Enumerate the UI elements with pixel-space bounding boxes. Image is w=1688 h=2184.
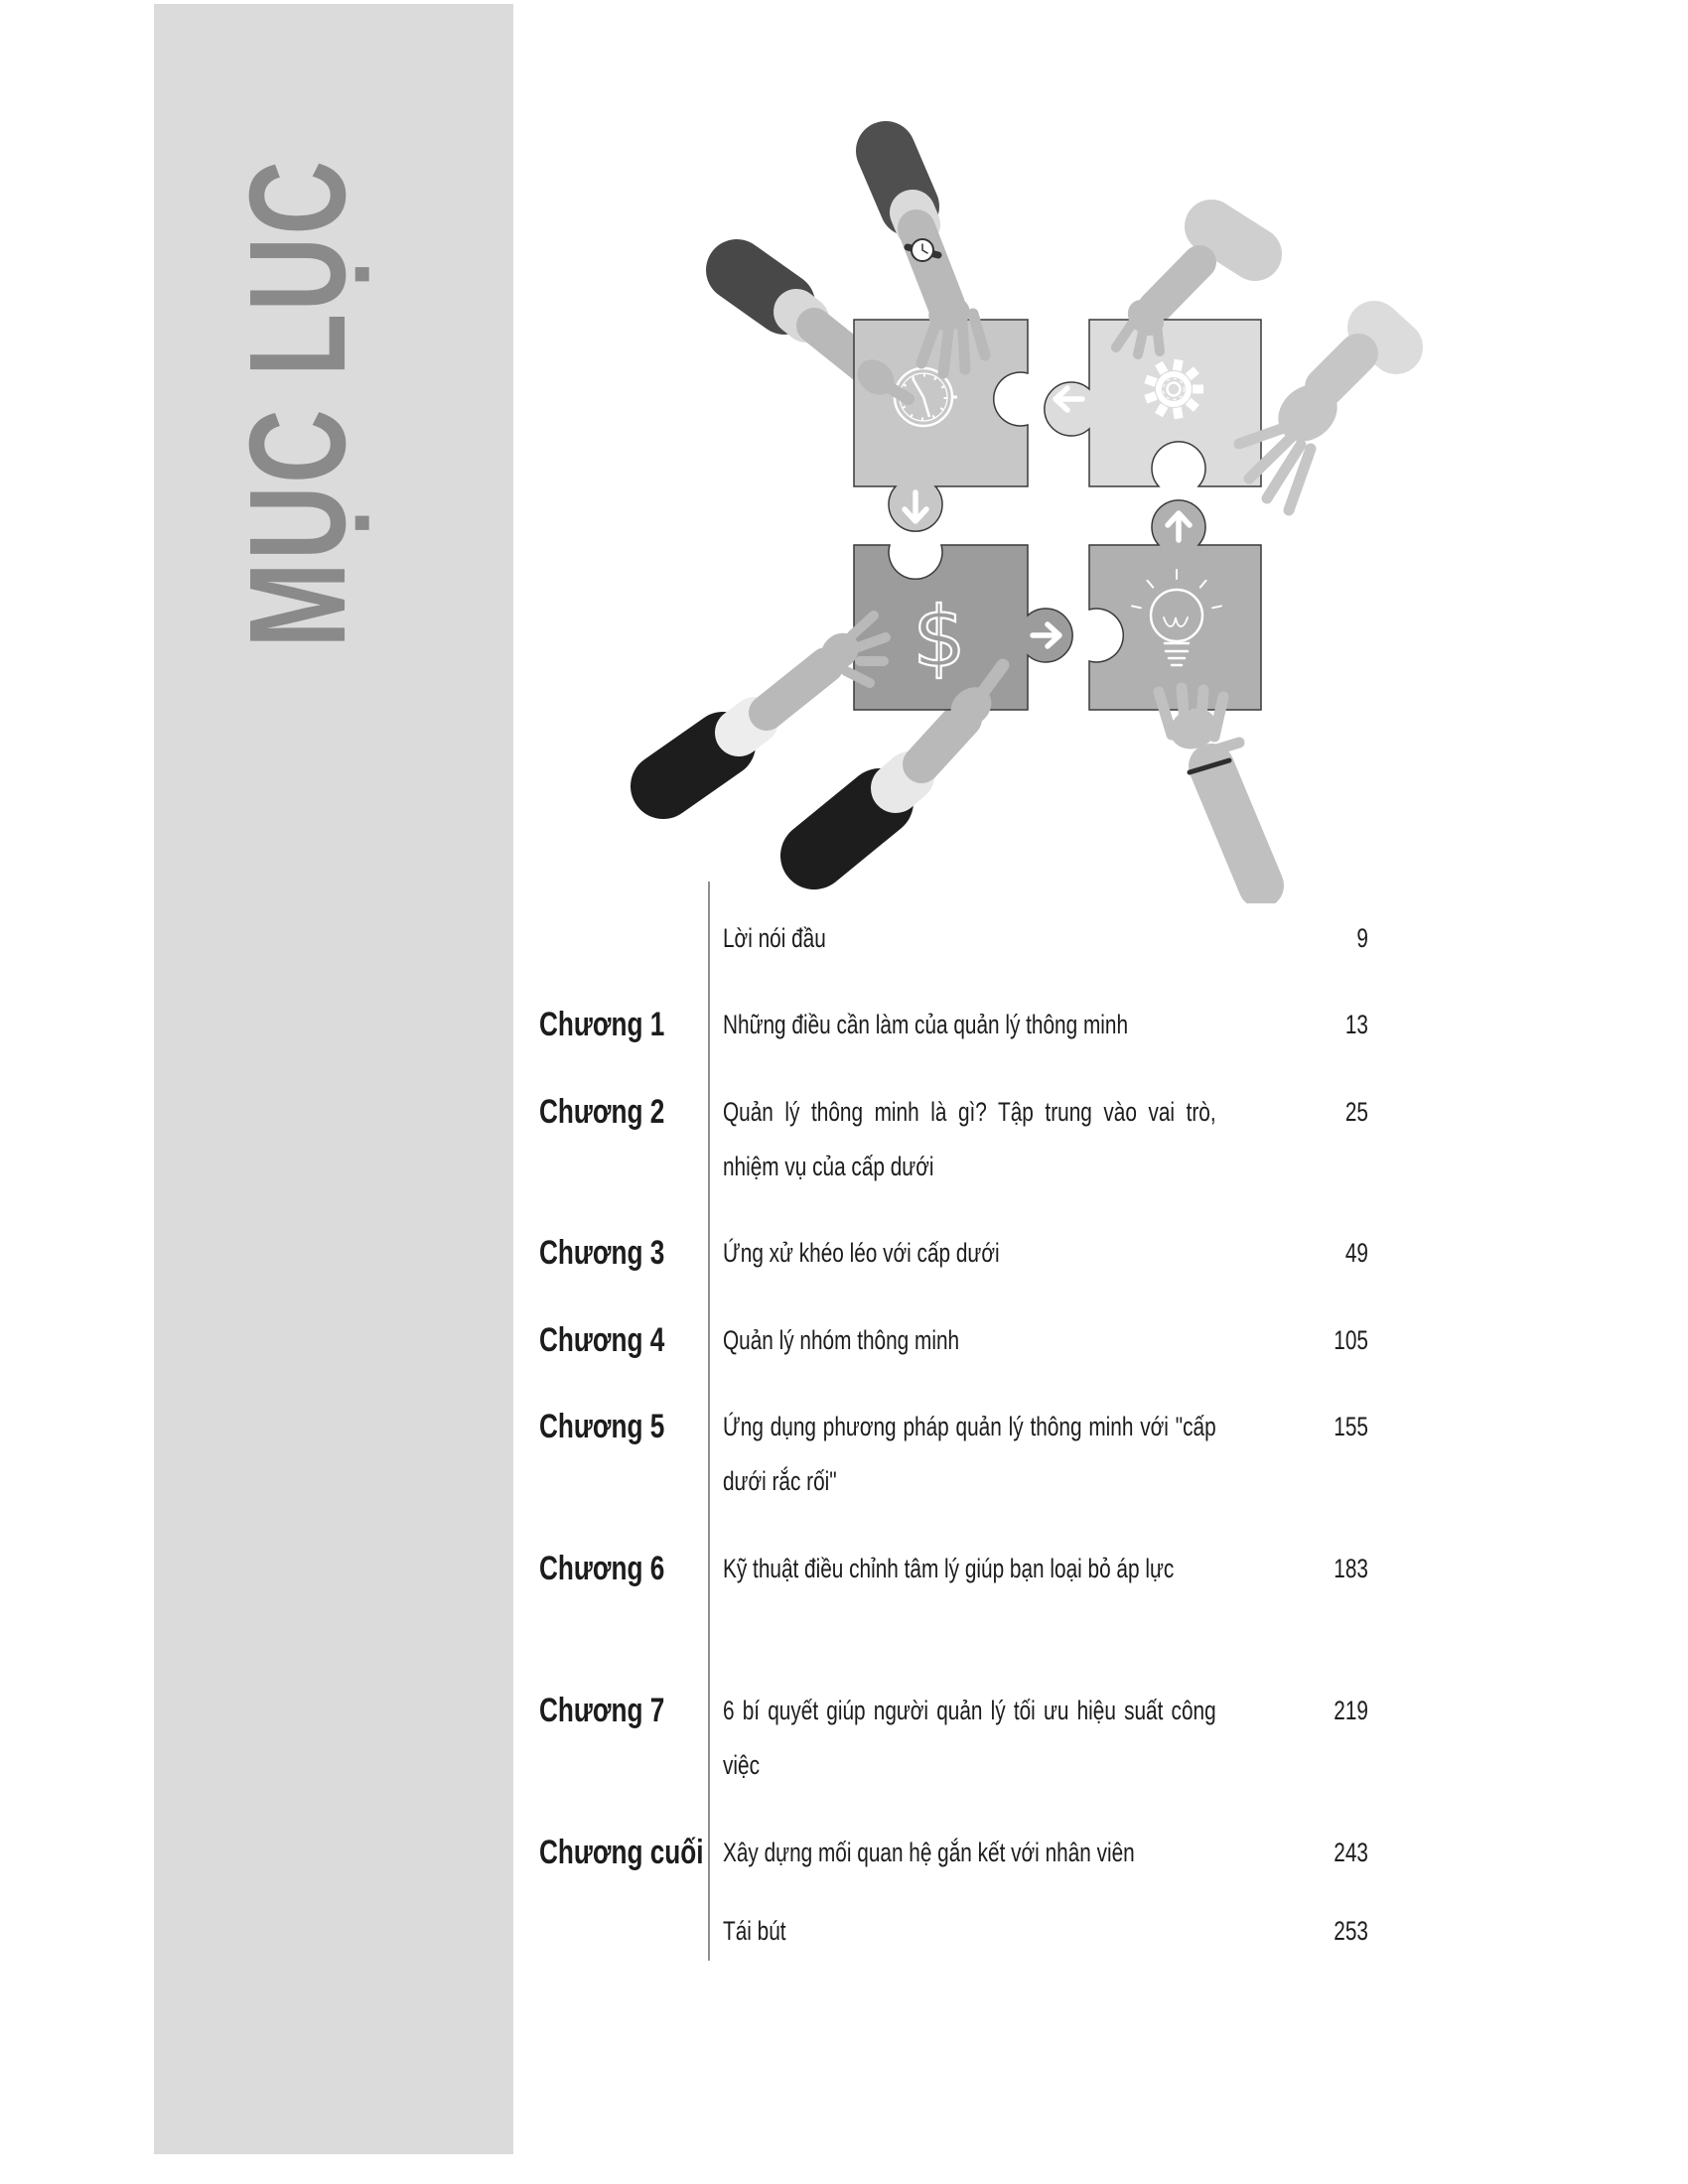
chapter-title: Quản lý nhóm thông minh bbox=[723, 1325, 960, 1355]
chapter-title: Kỹ thuật điều chỉnh tâm lý giúp bạn loại bỏ áp lực bbox=[723, 1554, 1175, 1583]
page-number: 219 bbox=[1334, 1696, 1368, 1725]
page-title: MỤC LỤC bbox=[221, 158, 374, 648]
chapter-title: Lời nói đầu bbox=[723, 923, 826, 953]
chapter-title: Tái bút bbox=[723, 1916, 786, 1946]
dollar-icon: $ bbox=[913, 589, 966, 686]
page-number: 243 bbox=[1334, 1838, 1368, 1867]
chapter-label: Chương 3 bbox=[539, 1234, 665, 1272]
page-number: 105 bbox=[1334, 1325, 1368, 1355]
hands-behind bbox=[663, 151, 1396, 886]
page-number: 49 bbox=[1344, 1238, 1368, 1268]
chapter-title: 6 bí quyết giúp người quản lý tối ưu hiệu suất công việc bbox=[723, 1696, 1216, 1780]
toc-row-postscript bbox=[0, 1904, 1688, 2033]
page-number: 25 bbox=[1344, 1097, 1368, 1127]
chapter-label: Chương 4 bbox=[539, 1321, 665, 1359]
toc-row-chapter-7 bbox=[0, 1684, 1688, 1813]
page-number: 183 bbox=[1334, 1554, 1368, 1583]
chapter-title: Ứng dụng phương pháp quản lý thông minh với "cấp dưới rắc rối" bbox=[723, 1412, 1216, 1496]
toc-row-chapter-2 bbox=[0, 1085, 1688, 1214]
page-number: 9 bbox=[1356, 923, 1368, 953]
puzzle-piece-bulb bbox=[1089, 500, 1261, 710]
chapter-label: Chương 5 bbox=[539, 1408, 665, 1445]
chapter-label: Chương cuối bbox=[539, 1834, 704, 1871]
chapter-label: Chương 2 bbox=[539, 1093, 665, 1131]
toc-row-chapter-6 bbox=[0, 1542, 1688, 1671]
puzzle-piece-gear bbox=[1045, 320, 1261, 486]
chapter-label: Chương 1 bbox=[539, 1006, 665, 1043]
chapter-label: Chương 7 bbox=[539, 1692, 665, 1729]
puzzle-illustration bbox=[616, 99, 1450, 903]
chapter-title: Xây dựng mối quan hệ gắn kết với nhân viên bbox=[723, 1838, 1135, 1867]
page-number: 155 bbox=[1334, 1412, 1368, 1441]
chapter-title: Những điều cần làm của quản lý thông minh bbox=[723, 1010, 1129, 1039]
chapter-title: Ứng xử khéo léo với cấp dưới bbox=[723, 1238, 1000, 1268]
toc-row-chapter-5 bbox=[0, 1400, 1688, 1529]
page-number: 13 bbox=[1344, 1010, 1368, 1039]
chapter-label: Chương 6 bbox=[539, 1550, 665, 1587]
page-number: 253 bbox=[1334, 1916, 1368, 1946]
chapter-title: Quản lý thông minh là gì? Tập trung vào vai trò, nhiệm vụ của cấp dưới bbox=[723, 1097, 1216, 1181]
